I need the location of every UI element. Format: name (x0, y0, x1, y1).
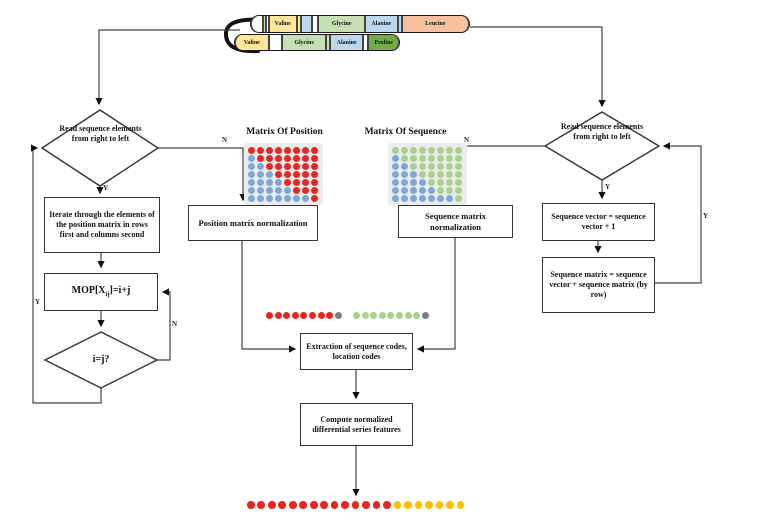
dot (311, 155, 318, 162)
dot (284, 187, 291, 194)
dot (392, 163, 399, 170)
feature-series-dot-row (247, 501, 467, 509)
dot (284, 195, 291, 202)
dot (248, 171, 255, 178)
dot (353, 312, 360, 319)
dot (335, 312, 342, 319)
residue-segment-glycine: Glycine (282, 35, 325, 50)
dot (266, 179, 273, 186)
dot (410, 195, 417, 202)
dot (331, 501, 339, 509)
arrow-seqmatrix-loop-y (655, 146, 701, 283)
dot (419, 195, 426, 202)
dot (278, 501, 286, 509)
dot (419, 187, 426, 194)
residue-segment (269, 35, 283, 50)
dot-row (392, 163, 463, 170)
edge-label-y-right-loop: Y (703, 212, 709, 220)
residue-segment-valine: Valine (269, 16, 297, 32)
dot (401, 179, 408, 186)
residue-segment-valine: Valine (235, 35, 269, 50)
dot (437, 155, 444, 162)
ij-check-label: i=j? (92, 354, 110, 365)
dot (446, 501, 454, 509)
dot (401, 171, 408, 178)
dot (446, 179, 453, 186)
edge-label-y-left-loop: Y (35, 298, 41, 306)
dot-row (248, 195, 319, 202)
dot-row (248, 147, 319, 154)
dot (362, 312, 369, 319)
dot (419, 155, 426, 162)
dot (266, 187, 273, 194)
dot (284, 171, 291, 178)
dot (437, 171, 444, 178)
dot (257, 147, 264, 154)
dot (247, 501, 255, 509)
arrow-left-diamond-n-to-posnorm (158, 148, 243, 200)
dot (437, 147, 444, 154)
dot (383, 501, 391, 509)
dot (379, 312, 386, 319)
dot (455, 155, 462, 162)
dot (310, 501, 318, 509)
dot (283, 312, 290, 319)
dot (455, 179, 462, 186)
residue-segment (301, 16, 312, 32)
dot (405, 312, 412, 319)
dot (289, 501, 297, 509)
dot (392, 179, 399, 186)
dot-row (392, 155, 463, 162)
mop-formula-box (44, 273, 158, 311)
residue-segment-alanine: Alanine (365, 16, 398, 32)
dot (266, 155, 273, 162)
dot (248, 163, 255, 170)
dot (293, 163, 300, 170)
dot (275, 147, 282, 154)
dot (428, 187, 435, 194)
dot (428, 171, 435, 178)
dot (257, 501, 265, 509)
dot (428, 163, 435, 170)
dot (302, 187, 309, 194)
dot (248, 155, 255, 162)
dot (266, 171, 273, 178)
dot (326, 312, 333, 319)
dot (275, 312, 282, 319)
arrow-ribbon-to-left-diamond (99, 30, 240, 104)
dot-row (248, 171, 319, 178)
dot (293, 171, 300, 178)
dot (257, 179, 264, 186)
dot-row (248, 155, 319, 162)
edge-label-n-right: N (464, 136, 470, 144)
dot (446, 163, 453, 170)
dot (413, 312, 420, 319)
dot (293, 187, 300, 194)
mop-formula: $MOP[X_{ij}]=i+j$ (71, 284, 131, 298)
dot (299, 501, 307, 509)
sequence-matrix-box: Sequence matrix = sequence vector + sequence matrix (by row) (542, 257, 655, 313)
right-read-diamond-label: Read sequence elements from right to left (560, 122, 644, 141)
dot-row (248, 179, 319, 186)
sequence-matrix-dots (388, 143, 467, 205)
dot (257, 187, 264, 194)
dot (302, 147, 309, 154)
dot (302, 155, 309, 162)
dot (257, 163, 264, 170)
arrow-right-diamond-n-to-seqnorm (456, 146, 545, 200)
dot (410, 187, 417, 194)
dot (341, 501, 349, 509)
dot (309, 312, 316, 319)
dot (428, 155, 435, 162)
residue-segment (251, 16, 263, 32)
dot (311, 147, 318, 154)
dot (293, 179, 300, 186)
dot (293, 195, 300, 202)
dot (428, 195, 435, 202)
residue-segment-proline: Proline (368, 35, 399, 50)
dot (437, 179, 444, 186)
dot (370, 312, 377, 319)
dot (446, 187, 453, 194)
dot (410, 171, 417, 178)
dot (311, 179, 318, 186)
dot (410, 179, 417, 186)
dot (311, 195, 318, 202)
dot (266, 312, 273, 319)
dot-row (247, 501, 467, 509)
dot (419, 163, 426, 170)
dot (446, 155, 453, 162)
edge-label-y-right-diamond: Y (605, 183, 611, 191)
sequence-normalization-box: Sequence matrix normalization (398, 205, 513, 238)
dot (410, 163, 417, 170)
dot (415, 501, 423, 509)
arrow-ij-loop-n (157, 292, 170, 360)
dot-row (248, 163, 319, 170)
dot (352, 501, 360, 509)
dot (275, 187, 282, 194)
residue-segment-leucine: Leucine (402, 16, 469, 32)
dot (268, 501, 276, 509)
dot (284, 179, 291, 186)
matrix-of-position-title: Matrix Of Position (246, 127, 323, 137)
dot (446, 147, 453, 154)
dot (266, 195, 273, 202)
dot (455, 195, 462, 202)
dot (436, 501, 444, 509)
dot (302, 171, 309, 178)
dot (302, 179, 309, 186)
dot (387, 312, 394, 319)
dot (392, 147, 399, 154)
residue-segment (312, 16, 319, 32)
dot (320, 501, 328, 509)
dot (437, 187, 444, 194)
dot (275, 171, 282, 178)
sequence-ribbon-bottom (234, 34, 400, 51)
dot (392, 155, 399, 162)
dot (401, 187, 408, 194)
dot (455, 147, 462, 154)
dot (410, 155, 417, 162)
dot (248, 195, 255, 202)
dot (457, 501, 465, 509)
location-codes-dot-row (266, 312, 343, 319)
dot-row (392, 171, 463, 178)
dot-row (353, 312, 430, 319)
dot (302, 195, 309, 202)
dot (362, 501, 370, 509)
dot (446, 171, 453, 178)
position-matrix-dots (244, 143, 323, 205)
dot (284, 163, 291, 170)
dot (284, 147, 291, 154)
dot (401, 155, 408, 162)
dot (257, 155, 264, 162)
edge-label-n-ij-loop: N (172, 320, 178, 328)
arrow-posnorm-to-extract (242, 240, 295, 349)
dot (300, 312, 307, 319)
dot-row (248, 187, 319, 194)
dot (275, 163, 282, 170)
dot (419, 179, 426, 186)
residue-segment-glycine: Glycine (318, 16, 365, 32)
dot (455, 187, 462, 194)
dot-row (392, 179, 463, 186)
dot (425, 501, 433, 509)
dot-row (392, 195, 463, 202)
dot (311, 163, 318, 170)
left-read-diamond (42, 110, 158, 186)
dot (248, 179, 255, 186)
residue-segment-alanine: Alanine (330, 35, 364, 50)
dot (266, 147, 273, 154)
dot (401, 147, 408, 154)
compute-features-box: Compute normalized differential series features (300, 403, 413, 446)
dot (302, 163, 309, 170)
dot-row (266, 312, 343, 319)
dot (293, 147, 300, 154)
dot (257, 171, 264, 178)
dot (392, 187, 399, 194)
dot (446, 195, 453, 202)
dot (293, 155, 300, 162)
arrow-seqnorm-to-extract (418, 238, 455, 349)
dot-row (392, 147, 463, 154)
dot (437, 163, 444, 170)
dot (410, 147, 417, 154)
dot-row (392, 187, 463, 194)
matrix-of-sequence-title: Matrix Of Sequence (364, 127, 447, 137)
iterate-box: Iterate through the elements of the position matrix in rows first and columns second (44, 197, 160, 253)
dot (394, 501, 402, 509)
dot (392, 195, 399, 202)
dot (401, 195, 408, 202)
arrow-ribbon-to-right-diamond (470, 27, 602, 106)
edge-label-n-left: N (222, 136, 228, 144)
dot (275, 195, 282, 202)
dot (318, 312, 325, 319)
dot (419, 171, 426, 178)
dot (422, 312, 429, 319)
sequence-codes-dot-row (353, 312, 430, 319)
dot (401, 163, 408, 170)
dot (392, 171, 399, 178)
dot (257, 195, 264, 202)
dot (311, 171, 318, 178)
dot (373, 501, 381, 509)
sequence-ribbon-top (250, 15, 470, 33)
dot (455, 171, 462, 178)
sequence-vector-box: Sequence vector = sequence vector + 1 (542, 203, 655, 241)
dot (284, 155, 291, 162)
dot (455, 163, 462, 170)
extraction-box: Extraction of sequence codes, location codes (300, 333, 413, 370)
edge-label-y-left-diamond: Y (103, 184, 109, 192)
position-normalization-box: Position matrix normalization (188, 205, 318, 241)
dot (266, 163, 273, 170)
dot (275, 179, 282, 186)
dot (419, 147, 426, 154)
left-read-diamond-label: Read sequence elements from right to left (59, 124, 142, 143)
dot (248, 147, 255, 154)
dot (404, 501, 412, 509)
dot (437, 195, 444, 202)
dot (292, 312, 299, 319)
dot (428, 147, 435, 154)
dot (396, 312, 403, 319)
dot (311, 187, 318, 194)
dot (428, 179, 435, 186)
dot (275, 155, 282, 162)
dot (248, 187, 255, 194)
